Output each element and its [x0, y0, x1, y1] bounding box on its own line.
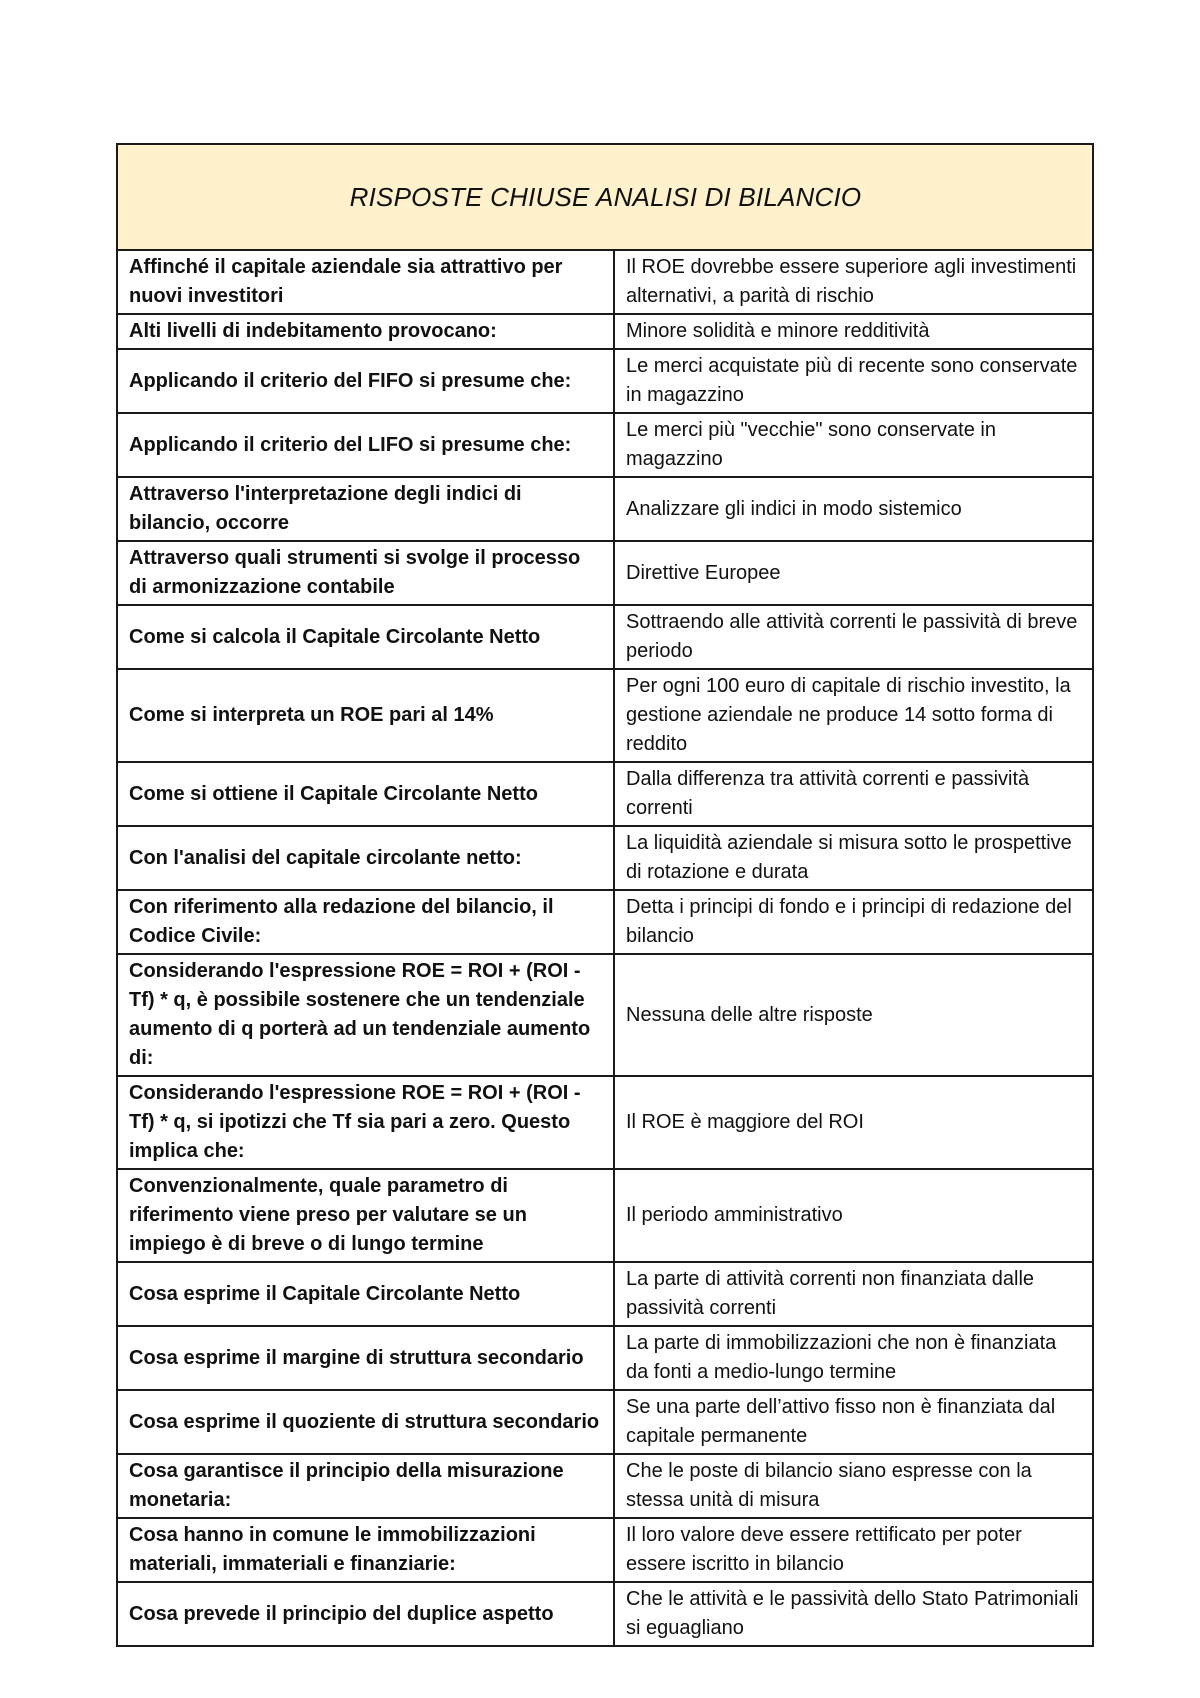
answer-cell: Sottraendo alle attività correnti le passività di breve periodo: [614, 605, 1093, 669]
answer-cell: Il periodo amministrativo: [614, 1169, 1093, 1262]
question-cell: Considerando l'espressione ROE = ROI + (ROI - Tf) * q, è possibile sostenere che un tendenziale aumento di q porterà ad un tendenziale aumento di:: [117, 954, 614, 1076]
answer-cell: La parte di attività correnti non finanziata dalle passività correnti: [614, 1262, 1093, 1326]
question-cell: Come si ottiene il Capitale Circolante Netto: [117, 762, 614, 826]
table-row: [117, 669, 1093, 762]
question-cell: Affinché il capitale aziendale sia attrattivo per nuovi investitori: [117, 250, 614, 314]
answer-cell: La liquidità aziendale si misura sotto le prospettive di rotazione e durata: [614, 826, 1093, 890]
answer-cell: Il loro valore deve essere rettificato per poter essere iscritto in bilancio: [614, 1518, 1093, 1582]
table-row: [117, 1076, 1093, 1169]
question-cell: Cosa esprime il quoziente di struttura secondario: [117, 1390, 614, 1454]
question-cell: Cosa hanno in comune le immobilizzazioni materiali, immateriali e finanziarie:: [117, 1518, 614, 1582]
table-row: [117, 605, 1093, 669]
table-row: [117, 314, 1093, 349]
question-cell: Alti livelli di indebitamento provocano:: [117, 314, 614, 349]
question-cell: Applicando il criterio del LIFO si presume che:: [117, 413, 614, 477]
answer-cell: Nessuna delle altre risposte: [614, 954, 1093, 1076]
question-cell: Considerando l'espressione ROE = ROI + (ROI - Tf) * q, si ipotizzi che Tf sia pari a zero. Questo implica che:: [117, 1076, 614, 1169]
question-cell: Cosa prevede il principio del duplice aspetto: [117, 1582, 614, 1646]
table-row: [117, 1326, 1093, 1390]
question-cell: Con l'analisi del capitale circolante netto:: [117, 826, 614, 890]
question-cell: Applicando il criterio del FIFO si presume che:: [117, 349, 614, 413]
table-row: [117, 890, 1093, 954]
answer-cell: Direttive Europee: [614, 541, 1093, 605]
table-row: [117, 826, 1093, 890]
document-title: RISPOSTE CHIUSE ANALISI DI BILANCIO: [117, 144, 1093, 250]
answer-cell: Se una parte dell’attivo fisso non è finanziata dal capitale permanente: [614, 1390, 1093, 1454]
answer-cell: Detta i principi di fondo e i principi di redazione del bilancio: [614, 890, 1093, 954]
table-row: [117, 1169, 1093, 1262]
question-cell: Cosa esprime il margine di struttura secondario: [117, 1326, 614, 1390]
answer-cell: Le merci più "vecchie" sono conservate in magazzino: [614, 413, 1093, 477]
answer-cell: Le merci acquistate più di recente sono conservate in magazzino: [614, 349, 1093, 413]
table-row: [117, 762, 1093, 826]
table-row: [117, 250, 1093, 314]
table-row: [117, 1582, 1093, 1646]
question-cell: Cosa garantisce il principio della misurazione monetaria:: [117, 1454, 614, 1518]
answer-cell: Analizzare gli indici in modo sistemico: [614, 477, 1093, 541]
question-cell: Come si calcola il Capitale Circolante Netto: [117, 605, 614, 669]
answer-cell: Dalla differenza tra attività correnti e passività correnti: [614, 762, 1093, 826]
answers-table: [116, 143, 1094, 1647]
question-cell: Attraverso l'interpretazione degli indici di bilancio, occorre: [117, 477, 614, 541]
table-row: [117, 1390, 1093, 1454]
table-row: [117, 477, 1093, 541]
table-row: [117, 541, 1093, 605]
table-row: [117, 413, 1093, 477]
question-cell: Con riferimento alla redazione del bilancio, il Codice Civile:: [117, 890, 614, 954]
answer-cell: Per ogni 100 euro di capitale di rischio investito, la gestione aziendale ne produce 14 sotto forma di reddito: [614, 669, 1093, 762]
table-row: [117, 1518, 1093, 1582]
answer-cell: Che le poste di bilancio siano espresse con la stessa unità di misura: [614, 1454, 1093, 1518]
question-cell: Come si interpreta un ROE pari al 14%: [117, 669, 614, 762]
answer-cell: Minore solidità e minore redditività: [614, 314, 1093, 349]
answer-cell: Il ROE è maggiore del ROI: [614, 1076, 1093, 1169]
table-row: [117, 954, 1093, 1076]
answers-table-body: [117, 144, 1093, 1646]
table-row: [117, 1454, 1093, 1518]
question-cell: Cosa esprime il Capitale Circolante Netto: [117, 1262, 614, 1326]
title-row: [117, 144, 1093, 250]
question-cell: Attraverso quali strumenti si svolge il processo di armonizzazione contabile: [117, 541, 614, 605]
answer-cell: Il ROE dovrebbe essere superiore agli investimenti alternativi, a parità di rischio: [614, 250, 1093, 314]
table-row: [117, 1262, 1093, 1326]
answer-cell: Che le attività e le passività dello Stato Patrimoniali si eguagliano: [614, 1582, 1093, 1646]
answer-cell: La parte di immobilizzazioni che non è finanziata da fonti a medio-lungo termine: [614, 1326, 1093, 1390]
question-cell: Convenzionalmente, quale parametro di riferimento viene preso per valutare se un impiego è di breve o di lungo termine: [117, 1169, 614, 1262]
table-row: [117, 349, 1093, 413]
